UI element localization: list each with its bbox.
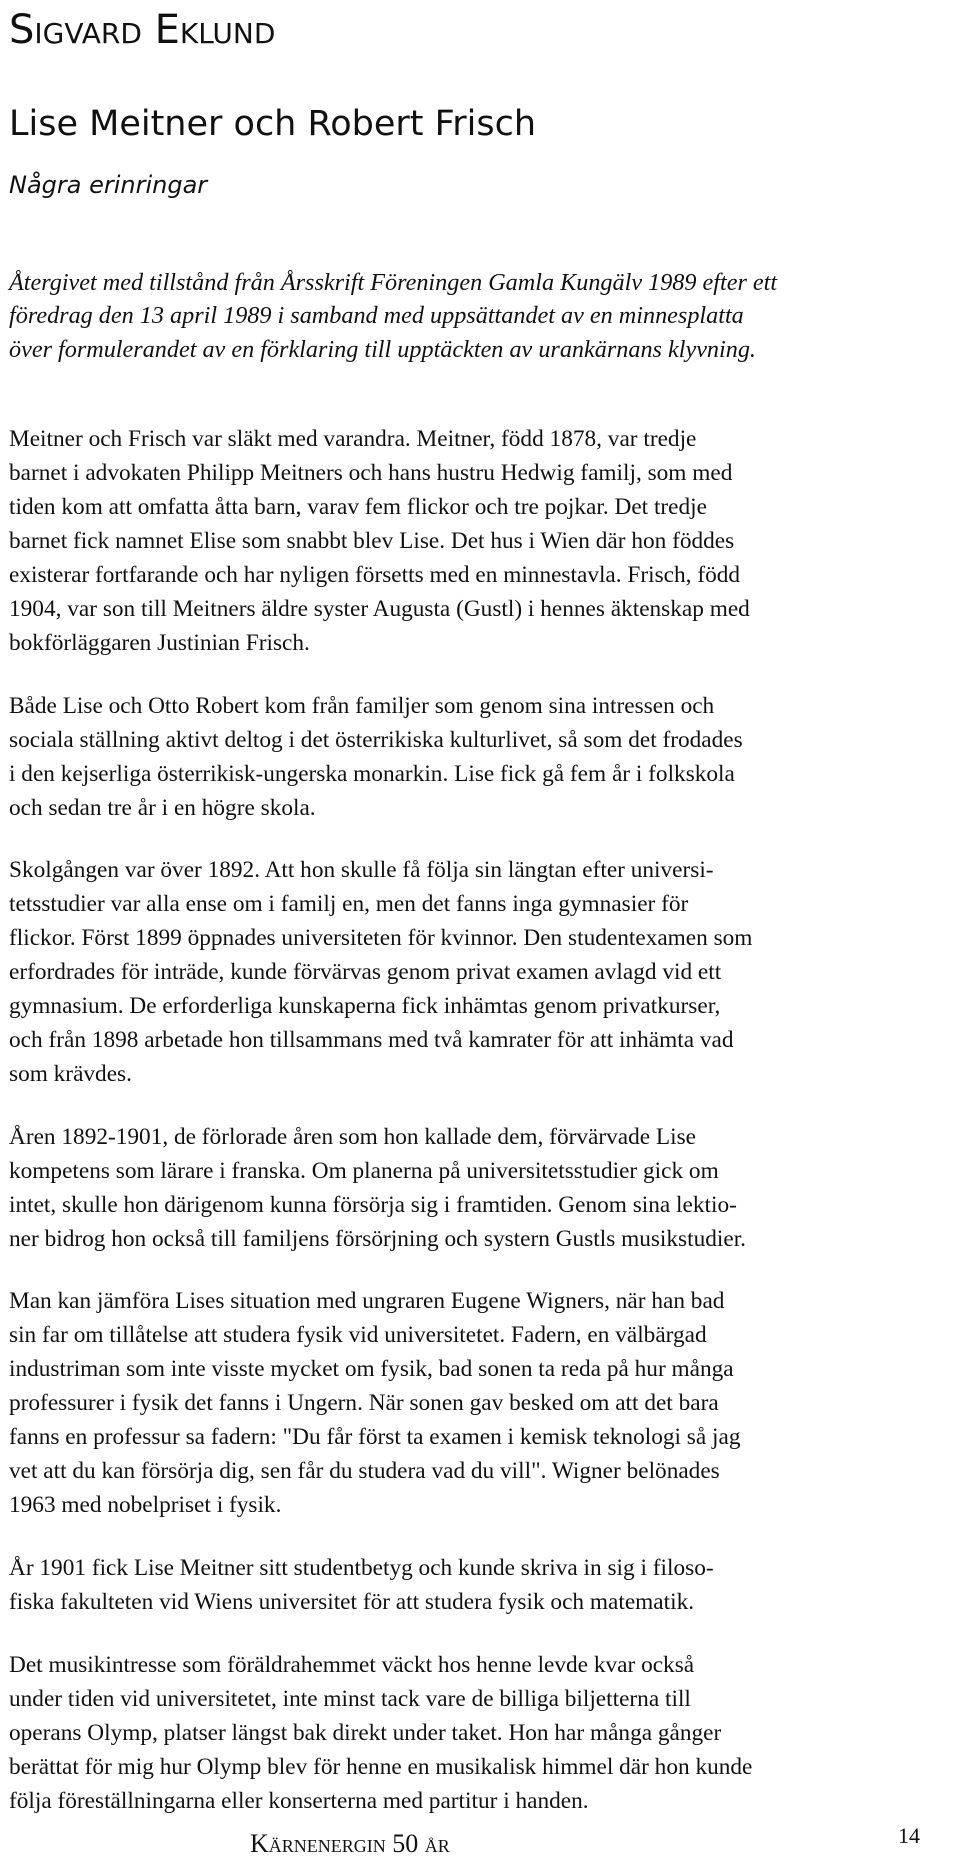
text-line: kompetens som lärare i franska. Om planerna på universitetsstudier gick om — [9, 1157, 719, 1184]
paragraph — [9, 689, 953, 825]
text-line: och från 1898 arbetade hon tillsammans med två kamrater för att inhämta vad — [9, 1027, 734, 1054]
text-line: Både Lise och Otto Robert kom från familjer som genom sina intressen och — [9, 692, 715, 719]
text-line: Man kan jämföra Lises situation med ungraren Eugene Wigners, när han bad — [9, 1288, 725, 1315]
paragraph — [9, 1648, 953, 1818]
text-line: sin far om tillåtelse att studera fysik vid universitetet. Fadern, en välbärgad — [9, 1322, 707, 1349]
text-line: Meitner och Frisch var släkt med varandra. Meitner, född 1878, var tredje — [9, 426, 697, 452]
article-body — [9, 422, 953, 1846]
intro-line: Återgivet med tillstånd från Årsskrift Föreningen Gamla Kungälv 1989 efter ett — [9, 269, 778, 296]
text-line: följa föreställningarna eller konserterna med partitur i handen. — [9, 1787, 589, 1814]
paragraph — [9, 853, 953, 1091]
text-line: gymnasium. De erforderliga kunskaperna fick inhämtas genom privatkurser, — [9, 993, 721, 1020]
text-line: berättat för mig hur Olymp blev för henne en musikalisk himmel där hon kunde — [9, 1753, 753, 1780]
text-line: fiska fakulteten vid Wiens universitet för att studera fysik och matematik. — [9, 1588, 695, 1615]
article-title: Lise Meitner och Robert Frisch — [9, 104, 536, 144]
text-line: 1963 med nobelpriset i fysik. — [9, 1492, 282, 1519]
text-line: Det musikintresse som föräldrahemmet väckt hos henne levde kvar också — [9, 1651, 695, 1678]
footer-publication: Kärnenergin 50 år — [250, 1829, 450, 1858]
page-number: 14 — [898, 1823, 920, 1848]
text-line: sociala ställning aktivt deltog i det österrikiska kulturlivet, så som det frodades — [9, 726, 743, 753]
text-line: År 1901 fick Lise Meitner sitt studentbetyg och kunde skriva in sig i filoso- — [9, 1554, 714, 1581]
text-line: erfordrades för inträde, kunde förvärvas genom privat examen avlagd vid ett — [9, 959, 722, 986]
intro-line: över formulerandet av en förklaring till upptäckten av urankärnans klyvning. — [9, 335, 756, 363]
text-line: operans Olymp, platser längst bak direkt under taket. Hon har många gånger — [9, 1719, 722, 1746]
text-line: bokförläggaren Justinian Frisch. — [9, 630, 310, 656]
text-line: fanns en professur sa fadern: "Du får först ta examen i kemisk teknologi så jag — [9, 1424, 741, 1451]
paragraph — [9, 1284, 953, 1522]
text-line: existerar fortfarande och har nyligen försetts med en minnestavla. Frisch, född — [9, 562, 741, 588]
text-line: som krävdes. — [9, 1061, 132, 1088]
text-line: flickor. Först 1899 öppnades universiteten för kvinnor. Den studentexamen som — [9, 925, 753, 952]
paragraph — [9, 1120, 953, 1256]
intro-line: föredrag den 13 april 1989 i samband med uppsättandet av en minnesplatta — [9, 302, 744, 330]
text-line: Åren 1892-1901, de förlorade åren som hon kallade dem, förvärvade Lise — [9, 1123, 697, 1150]
text-line: vet att du kan försörja dig, sen får du studera vad du vill". Wigner belönades — [9, 1458, 720, 1485]
text-line: under tiden vid universitetet, inte minst tack vare de billiga biljetterna till — [9, 1685, 691, 1712]
intro-note — [9, 266, 951, 366]
text-line: 1904, var son till Meitners äldre syster Augusta (Gustl) i hennes äktenskap med — [9, 596, 750, 622]
text-line: tiden kom att omfatta åtta barn, varav fem flickor och tre pojkar. Det tredje — [9, 494, 707, 520]
paragraph — [9, 422, 953, 660]
text-line: ner bidrog hon också till familjens försörjning och systern Gustls musikstudier. — [9, 1225, 747, 1252]
author-name: Sigvard Eklund — [9, 7, 276, 53]
text-line: tetsstudier var alla ense om i familj en, men det fanns inga gymnasier för — [9, 891, 689, 918]
article-subtitle: Några erinringar — [9, 171, 208, 199]
text-line: och sedan tre år i en högre skola. — [9, 794, 316, 821]
text-line: industriman som inte visste mycket om fysik, bad sonen ta reda på hur många — [9, 1356, 734, 1383]
text-line: intet, skulle hon därigenom kunna försörja sig i framtiden. Genom sina lektio- — [9, 1191, 737, 1218]
text-line: i den kejserliga österrikisk-ungerska monarkin. Lise fick gå fem år i folkskola — [9, 760, 735, 787]
paragraph — [9, 1551, 953, 1619]
text-line: barnet i advokaten Philipp Meitners och hans hustru Hedwig familj, som med — [9, 460, 733, 486]
text-line: barnet fick namnet Elise som snabbt blev Lise. Det hus i Wien där hon föddes — [9, 528, 735, 554]
text-line: Skolgången var över 1892. Att hon skulle få följa sin längtan efter universi- — [9, 857, 714, 884]
text-line: professurer i fysik det fanns i Ungern. När sonen gav besked om att det bara — [9, 1390, 719, 1417]
